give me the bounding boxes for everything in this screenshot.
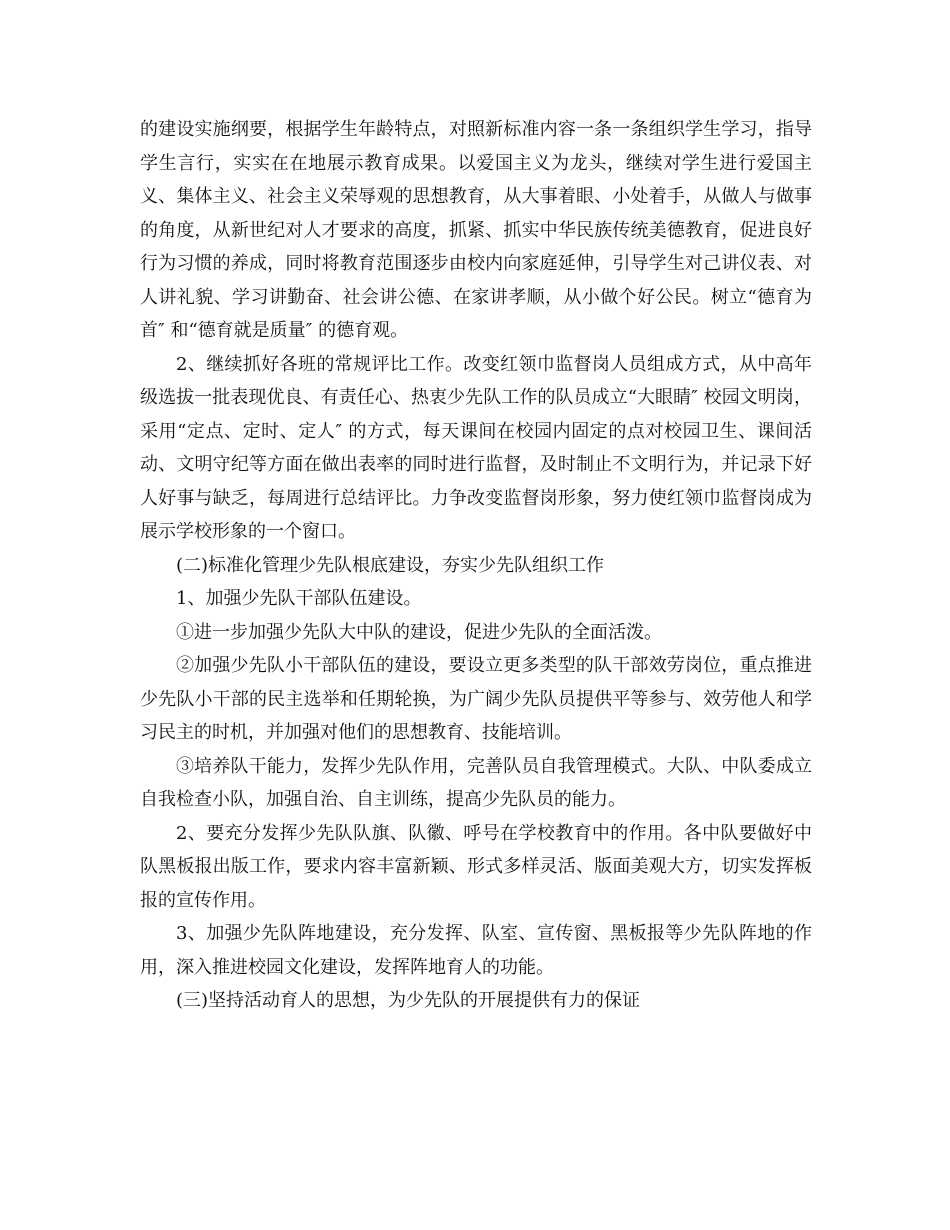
list-item-position-building: 3、加强少先队阵地建设，充分发挥、队室、宣传窗、黑板报等少先队阵地的作用，深入推进校园文化建设，发挥阵地育人的功能。 [140, 923, 812, 978]
list-item-cadre-team: 1、加强少先队干部队伍建设。 [176, 588, 422, 609]
paragraph-class-appraisal: 2、继续抓好各班的常规评比工作。改变红领巾监督岗人员组成方式，从中高年级选拔一批表现优良、有责任心、热衷少先队工作的队员成立“大眼睛″ 校园文明岗，采用“定点、定时、定人″ 的方式，每天课间在校园内固定的点对校园卫生、课间活动、文明守纪等方面在做出表率的同时进行监督，及时制止不文明行为，并记录下好人好事与缺乏，每周进行总结评比。力争改变监督岗形象，努力使红领巾监督岗成为展示学校形象的一个窗口。 [140, 353, 812, 542]
list-item-circle-2: ②加强少先队小干部队伍的建设，要设立更多类型的队干部效劳岗位，重点推进少先队小干部的民主选举和任期轮换，为广阔少先队员提供平等参与、效劳他人和学习民主的时机，并加强对他们的思想教育、技能培训。 [140, 655, 812, 743]
paragraph-moral-education: 的建设实施纲要，根据学生年龄特点，对照新标准内容一条一条组织学生学习，指导学生言行，实实在在地展示教育成果。以爱国主义为龙头，继续对学生进行爱国主义、集体主义、社会主义荣辱观的思想教育，从大事着眼、小处着手，从做人与做事的角度，从新世纪对人才要求的高度，抓紧、抓实中华民族传统美德教育，促进良好行为习惯的养成，同时将教育范围逐步由校内向家庭延伸，引导学生对己讲仪表、对人讲礼貌、学习讲勤奋、社会讲公德、在家讲孝顺，从小做个好公民。树立“德育为首″ 和“德育就是质量″ 的德育观。 [140, 119, 812, 341]
section-heading-activity-education: (三)坚持活动育人的思想，为少先队的开展提供有力的保证 [176, 990, 641, 1011]
list-item-circle-1: ①进一步加强少先队大中队的建设，促进少先队的全面活泼。 [176, 621, 662, 643]
list-item-circle-3: ③培养队干能力，发挥少先队作用，完善队员自我管理模式。大队、中队委成立自我检查小队，加强自治、自主训练，提高少先队员的能力。 [140, 755, 812, 810]
document-page [140, 113, 812, 1018]
section-heading-standardized-management: (二)标准化管理少先队根底建设，夯实少先队组织工作 [176, 554, 605, 576]
list-item-flag-emblem: 2、要充分发挥少先队队旗、队徽、呼号在学校教育中的作用。各中队要做好中队黑板报出版工作，要求内容丰富新颖、形式多样灵活、版面美观大方，切实发挥板报的宣传作用。 [140, 822, 812, 911]
